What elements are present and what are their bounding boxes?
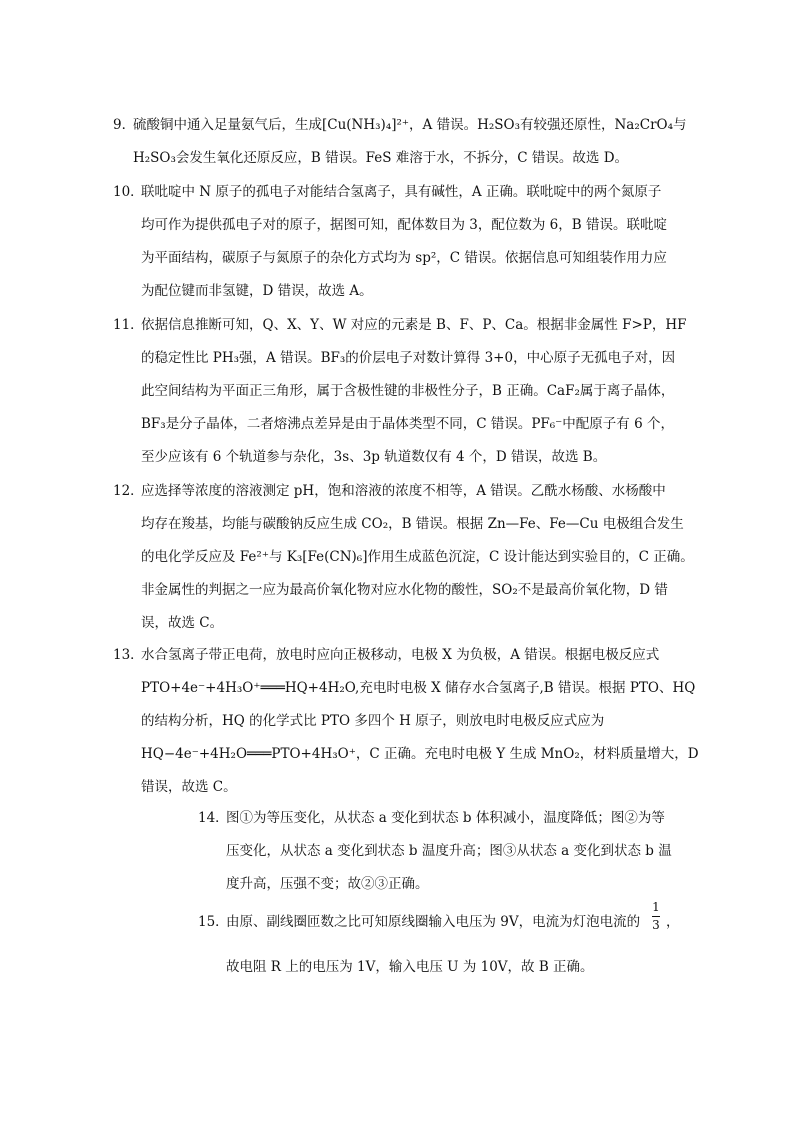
item-line: 为配位键而非氢键，D 错误，故选 A。	[141, 283, 373, 299]
item-line: 的电化学反应及 Fe²⁺与 K₃[Fe(CN)₆]作用生成蓝色沉淀，C 设计能达到实验目的，C 正确。	[141, 549, 694, 565]
item-line: 水合氢离子带正电荷，放电时应向正极移动，电极 X 为负极，A 错误。根据电极反应式	[141, 647, 660, 663]
fraction-suffix: ，	[666, 914, 680, 930]
item-line: 此空间结构为平面正三角形，属于含极性键的非极性分子，B 正确。CaF₂属于离子晶体，	[141, 383, 675, 399]
answer-item-15	[198, 900, 688, 980]
item-number: 14．	[198, 810, 229, 826]
item-line: 至少应该有 6 个轨道参与杂化，3s、3p 轨道数仅有 4 个，D 错误，故选 B。	[141, 449, 607, 465]
item-line: 非金属性的判据之一应为最高价氧化物对应水化物的酸性，SO₂不是最高价氧化物，D 错	[141, 582, 668, 598]
item-number: 12．	[113, 483, 144, 499]
item-line: 联吡啶中 N 原子的孤电子对能结合氢离子，具有碱性，A 正确。联吡啶中的两个氮原子	[141, 184, 662, 200]
item-line: 图①为等压变化，从状态 a 变化到状态 b 体积减小，温度降低；图②为等	[226, 810, 665, 826]
item-number: 15．	[198, 914, 229, 930]
fraction-bar	[652, 916, 660, 917]
item-line: 的结构分析，HQ 的化学式比 PTO 多四个 H 原子，则放电时电极反应式应为	[141, 713, 605, 729]
item-line: 均存在羧基，均能与碳酸钠反应生成 CO₂，B 错误。根据 Zn—Fe、Fe—Cu 电极组合发生	[141, 516, 684, 532]
answer-item-14	[198, 806, 688, 896]
item-number: 13．	[113, 647, 144, 663]
fraction-one-third	[652, 900, 660, 933]
item-line: HQ−4e⁻+4H₂O═══PTO+4H₃O⁺，C 正确。充电时电极 Y 生成 MnO₂，材料质量增大，D	[141, 746, 699, 762]
answer-item-9	[113, 113, 687, 173]
item-line: 由原、副线圈匝数之比可知原线圈输入电压为 9V，电流为灯泡电流的	[226, 914, 641, 930]
item-line: 度升高，压强不变；故②③正确。	[226, 876, 429, 892]
answer-item-11	[113, 313, 687, 465]
item-line: 硫酸铜中通入足量氨气后，生成[Cu(NH₃)₄]²⁺，A 错误。H₂SO₃有较强还原性，Na₂CrO₄与	[133, 117, 687, 133]
item-line: 错误，故选 C。	[141, 779, 237, 795]
fraction-numerator: 1	[652, 900, 660, 914]
item-line: 依据信息推断可知，Q、X、Y、W 对应的元素是 B、F、P、Ca。根据非金属性 F>P，HF	[141, 317, 687, 333]
item-line: 为平面结构，碳原子与氮原子的杂化方式均为 sp²，C 错误。依据信息可知组装作用力应	[141, 250, 667, 266]
item-number: 10．	[113, 184, 144, 200]
item-line: 压变化，从状态 a 变化到状态 b 温度升高；图③从状态 a 变化到状态 b 温	[226, 843, 672, 859]
item-line: 均可作为提供孤电子对的原子，据图可知，配体数目为 3，配位数为 6，B 错误。联吡啶	[141, 217, 667, 233]
answer-item-10	[113, 180, 673, 300]
item-line: 故电阻 R 上的电压为 1V，输入电压 U 为 10V，故 B 正确。	[226, 959, 594, 975]
item-number: 9．	[113, 117, 136, 133]
item-line: PTO+4e⁻+4H₃O⁺═══HQ+4H₂O,充电时电极 X 储存水合氢离子,B 错误。根据 PTO、HQ	[141, 680, 696, 696]
answer-item-12	[113, 479, 694, 631]
item-line: H₂SO₃会发生氧化还原反应，B 错误。FeS 难溶于水，不拆分，C 错误。故选 D。	[133, 150, 629, 166]
fraction-denominator: 3	[652, 918, 660, 932]
item-line: 误，故选 C。	[141, 615, 224, 631]
answer-item-13	[113, 643, 699, 795]
item-line: 的稳定性比 PH₃强，A 错误。BF₃的价层电子对数计算得 3+0，中心原子无孤电子对，因	[141, 350, 676, 366]
item-line: 应选择等浓度的溶液测定 pH，饱和溶液的浓度不相等，A 错误。乙酰水杨酸、水杨酸中	[141, 483, 666, 499]
item-line: BF₃是分子晶体，二者熔沸点差异是由于晶体类型不同，C 错误。PF₆⁻中配原子有 6 个，	[141, 416, 674, 432]
item-number: 11．	[113, 317, 144, 333]
